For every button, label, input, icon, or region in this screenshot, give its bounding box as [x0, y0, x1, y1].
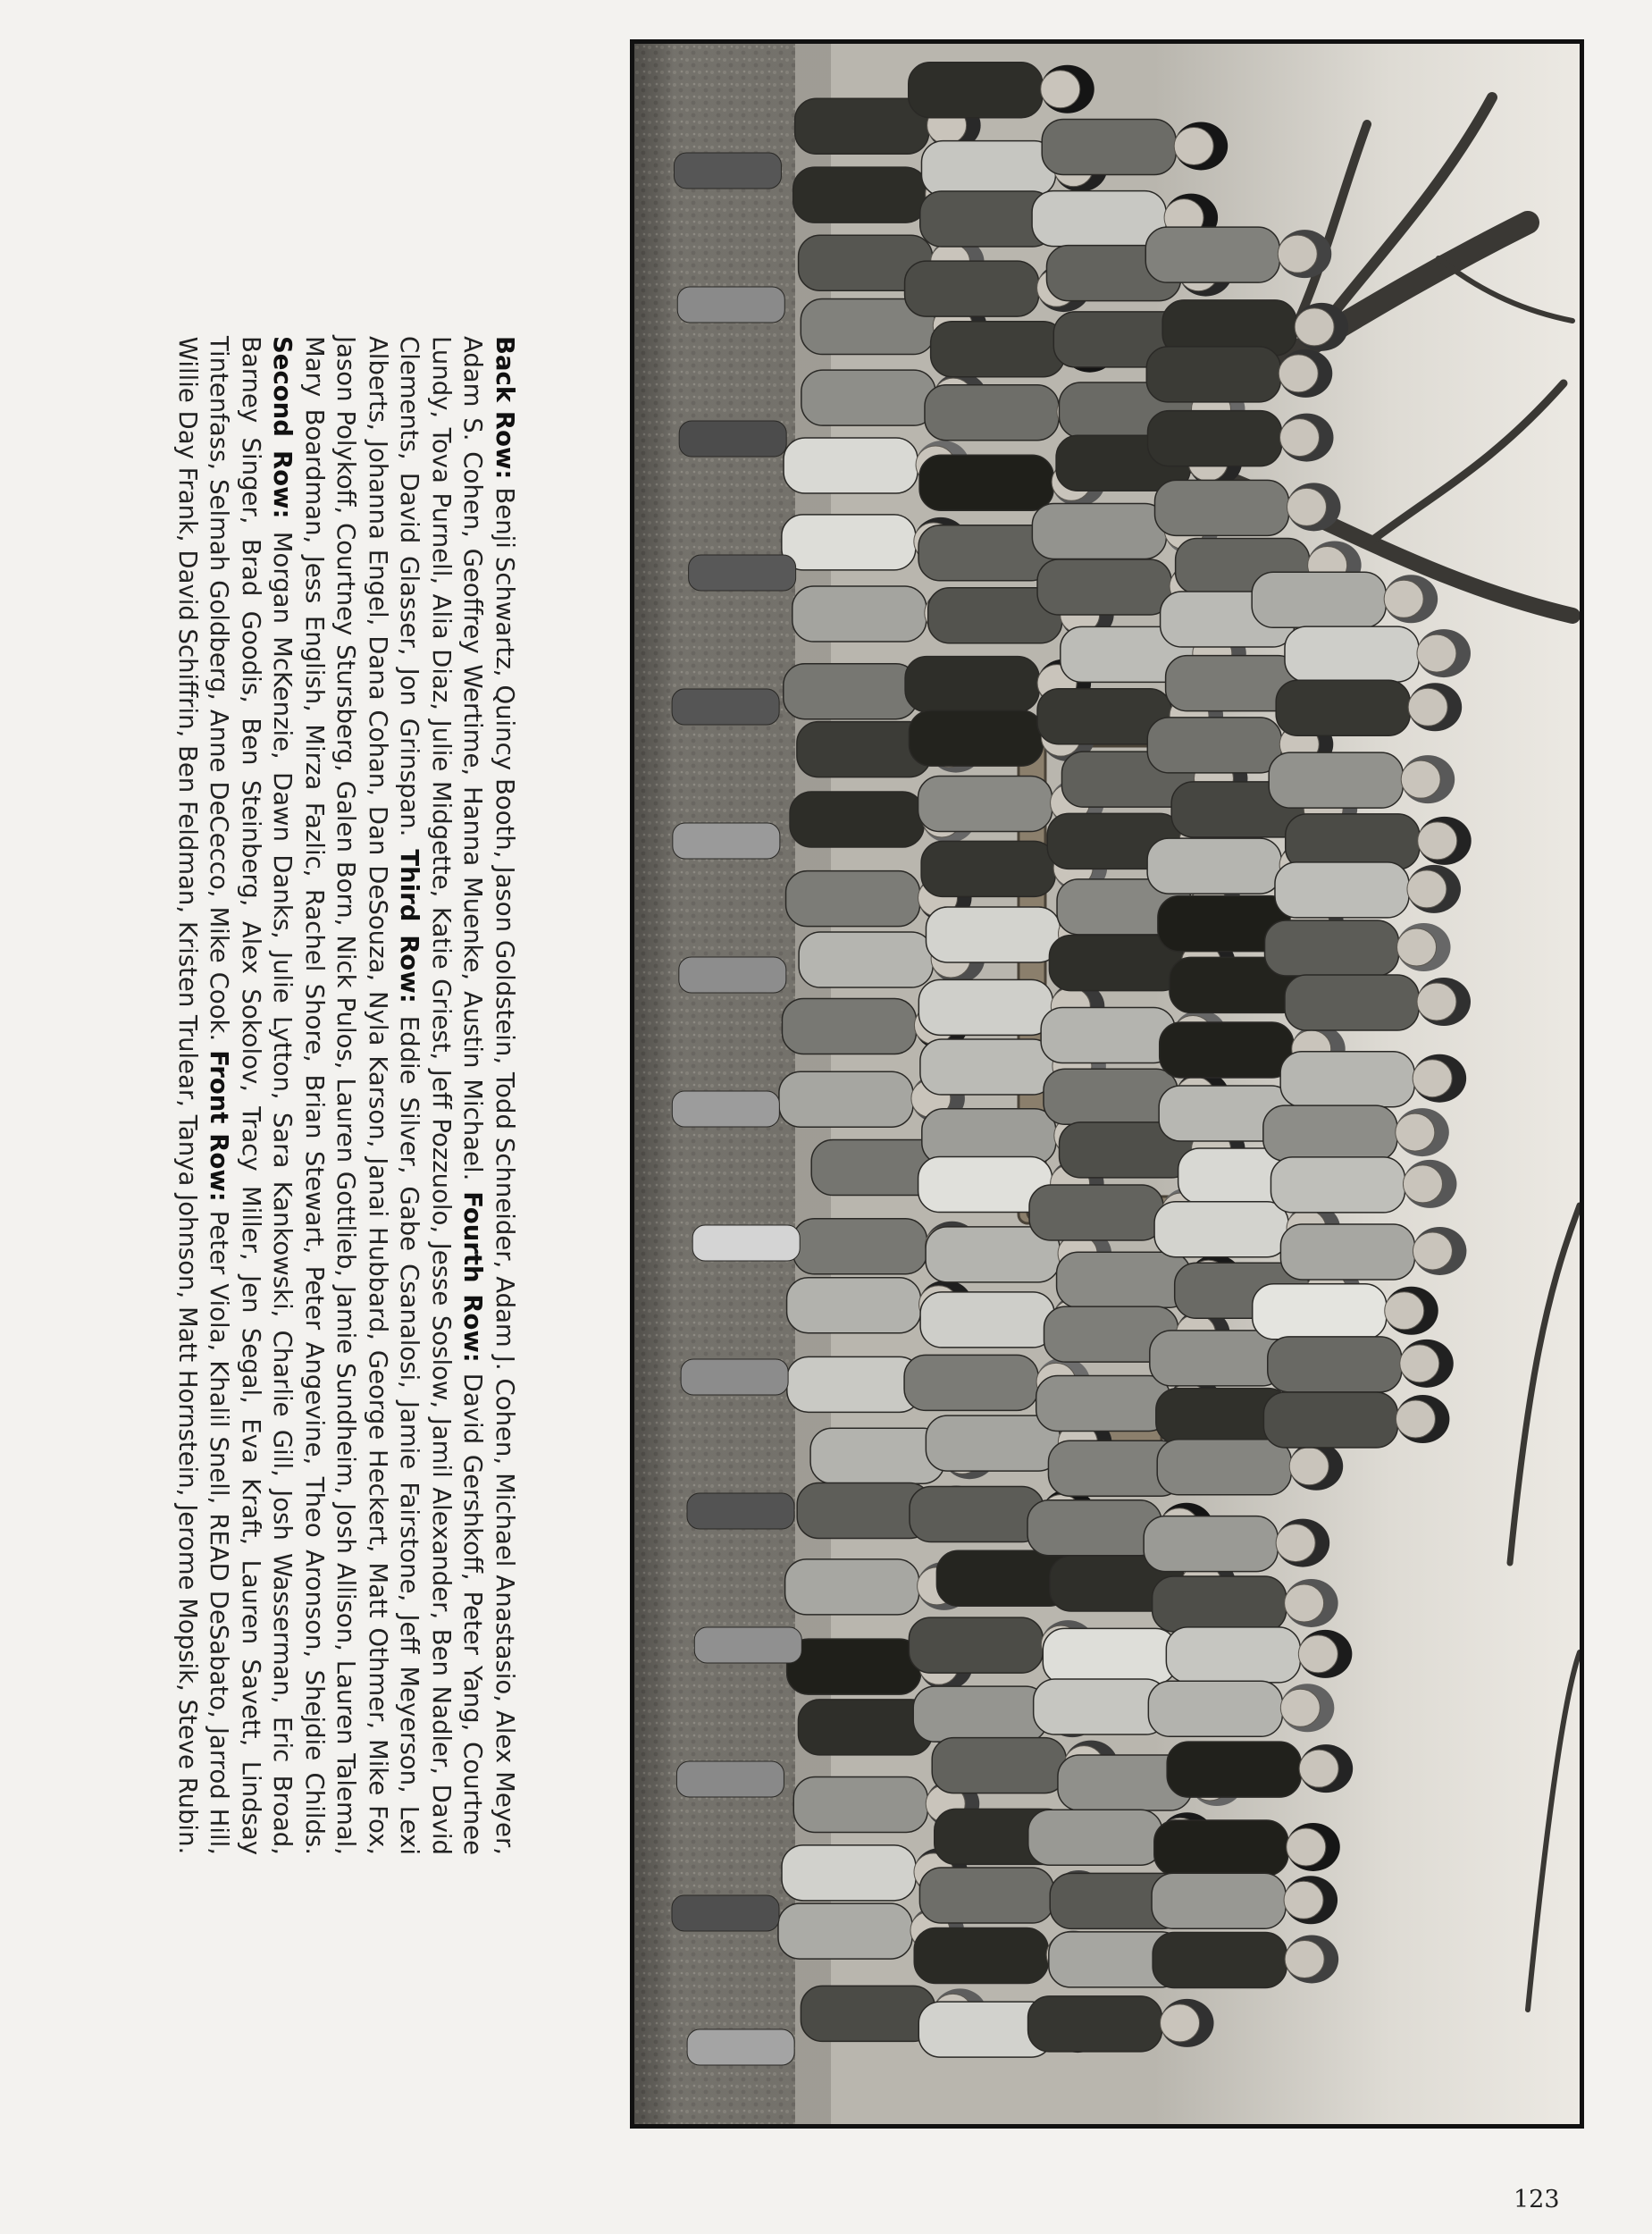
student-face [1174, 127, 1213, 164]
seated-student-legs [672, 1091, 779, 1127]
student-body [790, 792, 924, 847]
back-row-names: Benji Schwartz, Quincy Booth, Jason Goldstein, Todd Schneider, Adam J. Cohen, Michael Anastasio, Alex Meyer, Adam S. Cohen, Geoffrey Wertime, Hanna Muenke, Austin Michael. [458, 336, 519, 1856]
student-face [1284, 1881, 1323, 1919]
student-body [1029, 1185, 1163, 1240]
student-face [1384, 580, 1423, 617]
seated-student-legs [672, 1895, 779, 1931]
student-body [801, 1986, 935, 2041]
seated-student-legs [673, 823, 780, 859]
student-body [785, 1559, 919, 1615]
student-body [1146, 347, 1280, 402]
student-body [925, 385, 1059, 441]
student-body [1285, 975, 1419, 1030]
seated-student-legs [689, 555, 796, 591]
student-face [1285, 1584, 1324, 1622]
student-body [1166, 1627, 1300, 1683]
second-row-names: Morgan McKenzie, Dawn Danks, Julie Lytton, Sara Kankowski, Charlie Gill, Josh Wasserman, Eric Broad, Barney Singer, Brad Goodis, Ben Steinberg, Alex Sokolov, Tracy Miller, Jen Segal, Eva Kraft, Lauren Savett, Lindsay Tintenfass, Selmah Goldberg, Anne DeCecco, Mike Cook. [205, 336, 298, 1855]
student-body [920, 1039, 1054, 1095]
student-body [909, 63, 1043, 118]
seated-student-legs [694, 1627, 801, 1663]
student-body [1034, 1679, 1168, 1734]
student-body [793, 167, 927, 223]
group-photo [630, 39, 1584, 2129]
student-body [1263, 1392, 1397, 1448]
student-face [1396, 1400, 1435, 1438]
student-body [1154, 1820, 1288, 1876]
seated-student-legs [687, 1493, 794, 1529]
seated-student-legs [687, 2029, 794, 2065]
student-body [1147, 838, 1281, 894]
student-face [1401, 760, 1440, 798]
student-body [926, 907, 1060, 962]
student-body [909, 710, 1043, 766]
student-face [1385, 1292, 1424, 1330]
student-body [909, 1617, 1043, 1673]
student-body [1252, 572, 1386, 627]
student-body [926, 1415, 1060, 1471]
student-body [1027, 1500, 1161, 1556]
student-body [913, 1686, 1047, 1742]
student-body [904, 1355, 1038, 1410]
student-body [1275, 862, 1409, 918]
student-body [932, 1738, 1066, 1793]
student-body [1032, 191, 1166, 247]
student-face [1408, 688, 1447, 726]
student-body [782, 515, 916, 570]
student-body [1044, 1069, 1178, 1124]
student-face [1407, 870, 1447, 908]
group-photo-icon [634, 44, 1580, 2124]
student-body [1042, 119, 1176, 174]
seated-student-legs [679, 957, 786, 993]
student-body [918, 777, 1052, 832]
student-body [1152, 1873, 1286, 1928]
front-row-heading: Front Row: [205, 1050, 234, 1202]
student-body [1032, 503, 1166, 558]
student-face [1403, 1165, 1442, 1203]
student-body [1280, 1224, 1414, 1280]
student-body [1036, 1375, 1170, 1431]
student-body [793, 1776, 927, 1832]
student-body [1028, 1996, 1162, 2052]
student-body [787, 1278, 921, 1333]
student-body [1157, 1440, 1291, 1495]
student-face [1285, 1940, 1324, 1978]
student-body [920, 1292, 1054, 1348]
student-body [1286, 814, 1420, 869]
seated-student-legs [681, 1359, 788, 1395]
student-body [1285, 626, 1419, 682]
student-body [795, 98, 929, 154]
fourth-row-heading: Fourth Row: [458, 1191, 488, 1363]
student-face [1279, 355, 1318, 392]
student-body [784, 664, 918, 719]
student-body [1150, 1331, 1284, 1386]
student-face [1161, 2004, 1200, 2042]
student-body [799, 932, 933, 987]
student-face [1295, 308, 1334, 346]
seated-student-legs [692, 1225, 800, 1261]
student-body [905, 657, 1039, 712]
student-body [782, 998, 916, 1054]
student-body [1028, 1810, 1162, 1865]
student-face [1413, 1232, 1452, 1270]
student-body [1269, 752, 1403, 808]
student-body [1270, 1157, 1405, 1213]
seated-student-legs [679, 421, 786, 457]
student-body [786, 871, 920, 927]
student-face [1278, 235, 1317, 273]
student-face [1280, 419, 1320, 457]
student-body [918, 979, 1052, 1035]
student-face [1397, 928, 1437, 966]
student-face [1289, 1448, 1329, 1485]
student-body [1276, 680, 1410, 735]
student-body [1154, 1202, 1288, 1257]
student-body [1037, 559, 1171, 615]
seated-student-legs [677, 287, 784, 323]
student-face [1396, 1113, 1435, 1151]
third-row-names: Eddie Silver, Gabe Csanalosi, Jamie Fairstone, Jeff Meyerson, Lexi Alberts, Johanna Engel, Dana Cohan, Dan DeSouza, Nyla Karson, Janai Hubbard, George Heckert, Matt Othmer, Mike Fox, Jason Polykoff, Courtney Stursberg, Galen Born, Nick Pulos, Lauren Gottlieb, Jamie Sundheim, Josh Allison, Lauren Talemal, Mary Boardman, Jess English, Mirza Fazlic, Rachel Shore, Brian Stewart, Peter Angevine, Theo Aronson, Shejdie Childs. [300, 336, 424, 1855]
student-face [1280, 1689, 1320, 1726]
student-body [1057, 1252, 1191, 1307]
student-body [1147, 718, 1281, 773]
student-face [1287, 1828, 1326, 1866]
student-face [1417, 634, 1456, 672]
student-body [798, 1700, 932, 1755]
seated-student-legs [674, 153, 781, 189]
page-number: 123 [1514, 2186, 1560, 2213]
student-body [921, 141, 1055, 197]
student-body [1280, 1052, 1414, 1107]
student-body [1160, 1022, 1294, 1078]
student-body [910, 1487, 1044, 1542]
student-body [1153, 1932, 1287, 1987]
student-body [1145, 227, 1279, 282]
student-body [921, 841, 1055, 896]
student-face [1413, 1060, 1452, 1097]
student-body [1154, 480, 1288, 535]
caption-region [136, 336, 520, 1855]
student-body [1253, 1284, 1387, 1340]
student-body [787, 1639, 921, 1694]
student-face [1418, 822, 1457, 860]
student-face [1400, 1345, 1439, 1382]
student-body [787, 1356, 921, 1412]
fourth-row-names: David Gershkoff, Peter Yang, Courtnee Lundy, Tova Purnell, Alia Diaz, Julie Midgette, Katie Griest, Jeff Pozzuolo, Jesse Soslow, Jamil Alexander, Ben Nadler, David Clements, David Glasser, Jon Grinspan. [395, 336, 488, 1855]
student-face [1287, 488, 1326, 525]
student-body [1148, 1681, 1282, 1736]
student-body [1043, 1628, 1177, 1684]
student-face [1041, 71, 1080, 108]
student-body [1144, 1516, 1278, 1572]
student-body [1268, 1337, 1402, 1392]
student-body [793, 1219, 927, 1274]
front-row-names: Peter Viola, Khalil Snell, READ DeSabato, Jarrod Hill, Willie Day Frank, David Schiffrin, Ben Feldman, Kristen Trulear, Tanya Johnson, Matt Hornstein, Jerome Mopsik, Steve Rubin. [173, 336, 234, 1855]
student-body [1153, 1576, 1287, 1632]
student-body [914, 1928, 1048, 1984]
student-body [931, 322, 1065, 377]
student-face [1298, 1635, 1338, 1673]
student-body [801, 370, 935, 425]
student-body [922, 1109, 1056, 1164]
student-body [1167, 1742, 1301, 1797]
student-body [919, 455, 1053, 510]
student-body [919, 1868, 1053, 1923]
student-body [792, 586, 927, 642]
student-body [778, 1903, 912, 1959]
student-body [1041, 1007, 1175, 1062]
student-body [782, 1845, 916, 1901]
back-row-heading: Back Row: [491, 336, 519, 480]
photo-caption [136, 336, 520, 1855]
student-body [905, 261, 1039, 316]
student-body [1263, 1105, 1397, 1161]
second-row-heading: Second Row: [268, 336, 298, 519]
student-body [779, 1071, 913, 1127]
third-row-heading: Third Row: [395, 849, 424, 1004]
seated-student-legs [672, 689, 779, 725]
student-body [784, 438, 918, 493]
student-body [1148, 411, 1282, 466]
student-face [1417, 983, 1456, 1020]
student-body [1265, 920, 1399, 976]
student-body [810, 1428, 944, 1483]
student-face [1299, 1750, 1338, 1787]
seated-student-legs [676, 1761, 784, 1797]
student-face [1276, 1524, 1315, 1562]
